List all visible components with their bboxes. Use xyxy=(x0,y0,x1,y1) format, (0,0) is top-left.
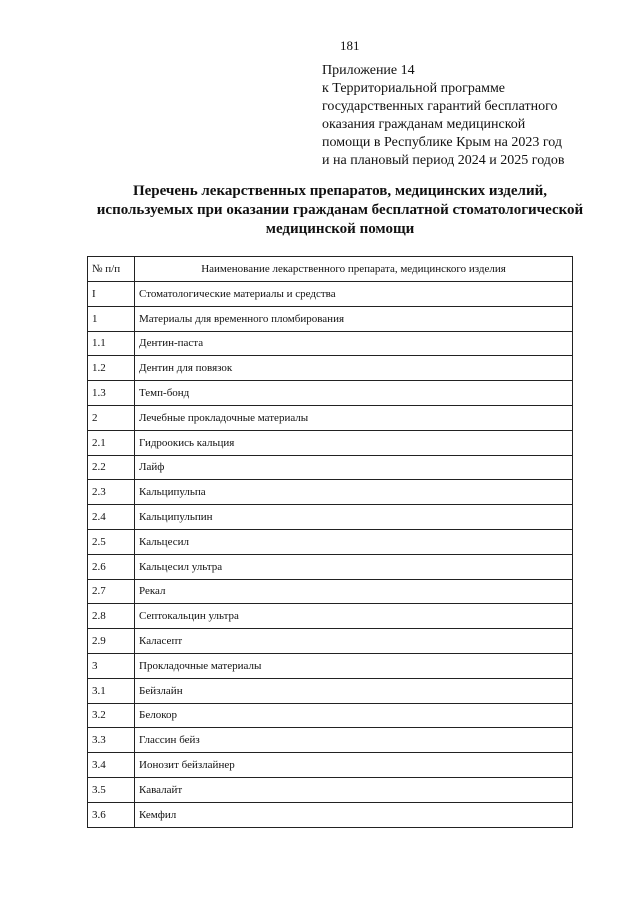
document-title xyxy=(60,182,620,239)
row-name: Кальципульпин xyxy=(135,505,573,530)
page-number: 181 xyxy=(340,38,360,53)
row-number: 1.1 xyxy=(88,331,135,356)
row-name: Лечебные прокладочные материалы xyxy=(135,405,573,430)
row-number: 3.6 xyxy=(88,802,135,827)
table-row xyxy=(88,678,573,703)
row-number: 3.5 xyxy=(88,777,135,802)
row-name: Кальцесил xyxy=(135,529,573,554)
row-number: 3 xyxy=(88,653,135,678)
row-name: Темп-бонд xyxy=(135,381,573,406)
row-name: Дентин для повязок xyxy=(135,356,573,381)
annex-line: к Территориальной программе xyxy=(322,81,506,96)
row-number: 1.3 xyxy=(88,381,135,406)
table-row xyxy=(88,282,573,307)
table-row xyxy=(88,306,573,331)
table-row xyxy=(88,529,573,554)
row-name: Кемфил xyxy=(135,802,573,827)
row-name: Бейзлайн xyxy=(135,678,573,703)
table-row xyxy=(88,356,573,381)
table-row xyxy=(88,331,573,356)
annex-line: государственных гарантий бесплатного xyxy=(322,99,558,114)
row-number: 3.4 xyxy=(88,753,135,778)
annex-line: оказания гражданам медицинской xyxy=(322,117,526,132)
column-header-number: № п/п xyxy=(88,257,135,282)
table-row xyxy=(88,480,573,505)
table-row xyxy=(88,455,573,480)
title-line: Перечень лекарственных препаратов, медицинских изделий, xyxy=(132,183,548,199)
row-name: Дентин-паста xyxy=(135,331,573,356)
row-name: Прокладочные материалы xyxy=(135,653,573,678)
annex-line: и на плановый период 2024 и 2025 годов xyxy=(322,153,565,168)
row-name: Рекал xyxy=(135,579,573,604)
row-number: 2.4 xyxy=(88,505,135,530)
row-number: 1 xyxy=(88,306,135,331)
row-number: 2.9 xyxy=(88,629,135,654)
table-row xyxy=(88,554,573,579)
table-row xyxy=(88,579,573,604)
row-number: 2.6 xyxy=(88,554,135,579)
table-row xyxy=(88,629,573,654)
row-name: Материалы для временного пломбирования xyxy=(135,306,573,331)
table-row xyxy=(88,703,573,728)
row-name: Каласепт xyxy=(135,629,573,654)
row-name: Стоматологические материалы и средства xyxy=(135,282,573,307)
title-line: используемых при оказании гражданам бесплатной стоматологической xyxy=(96,202,584,218)
row-name: Белокор xyxy=(135,703,573,728)
row-name: Лайф xyxy=(135,455,573,480)
table-row xyxy=(88,653,573,678)
row-number: 2.7 xyxy=(88,579,135,604)
row-number: 2.3 xyxy=(88,480,135,505)
annex-line: Приложение 14 xyxy=(322,63,415,78)
row-number: 2.8 xyxy=(88,604,135,629)
row-number: 1.2 xyxy=(88,356,135,381)
row-number: I xyxy=(88,282,135,307)
table-row xyxy=(88,430,573,455)
row-name: Кальцесил ультра xyxy=(135,554,573,579)
table-row xyxy=(88,505,573,530)
table-row xyxy=(88,604,573,629)
materials-table xyxy=(87,256,573,828)
row-name: Глассин бейз xyxy=(135,728,573,753)
row-number: 2 xyxy=(88,405,135,430)
column-header-name: Наименование лекарственного препарата, медицинского изделия xyxy=(135,257,573,282)
row-number: 3.1 xyxy=(88,678,135,703)
row-number: 2.1 xyxy=(88,430,135,455)
table-row xyxy=(88,753,573,778)
row-number: 2.5 xyxy=(88,529,135,554)
table-row xyxy=(88,728,573,753)
row-name: Гидроокись кальция xyxy=(135,430,573,455)
row-number: 3.3 xyxy=(88,728,135,753)
row-name: Ионозит бейзлайнер xyxy=(135,753,573,778)
row-number: 3.2 xyxy=(88,703,135,728)
table-header-row xyxy=(88,257,573,282)
row-number: 2.2 xyxy=(88,455,135,480)
row-name: Кавалайт xyxy=(135,777,573,802)
table-row xyxy=(88,777,573,802)
table-row xyxy=(88,802,573,827)
annex-line: помощи в Республике Крым на 2023 год xyxy=(322,135,562,150)
row-name: Септокальцин ультра xyxy=(135,604,573,629)
title-line: медицинской помощи xyxy=(265,221,415,237)
table-row xyxy=(88,381,573,406)
table-body xyxy=(88,282,573,828)
annex-header xyxy=(322,62,565,170)
row-name: Кальципульпа xyxy=(135,480,573,505)
table-row xyxy=(88,405,573,430)
